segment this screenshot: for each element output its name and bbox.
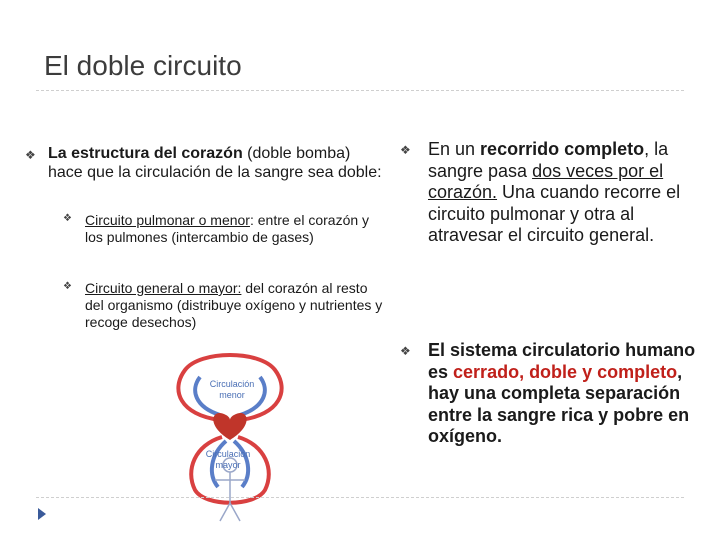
title-divider [36, 90, 684, 91]
intro-rest: (doble bomba) hace que la circulación de la sangre sea doble: [48, 145, 382, 182]
bullet-icon: ❖ [400, 143, 411, 157]
subitem-pulmonar-rest: : entre el corazón y los pulmones (intercambio de gases) [85, 212, 370, 245]
intro-bold: La estructura del corazón [48, 145, 243, 162]
p1-a: En un [428, 139, 481, 159]
p1-c: , la sangre pasa [428, 139, 669, 181]
bullet-icon: ❖ [63, 213, 72, 224]
circulation-diagram [160, 345, 300, 525]
p1-b: recorrido completo [480, 139, 645, 159]
p2-a: El sistema circulatorio humano es [428, 340, 696, 382]
next-slide-icon[interactable] [34, 506, 50, 522]
heart [213, 413, 246, 440]
subitem-pulmonar [85, 212, 385, 246]
subitem-general-lead: Circuito general o mayor: [85, 280, 242, 296]
right-paragraph-1 [428, 139, 688, 247]
label-menor-line2: menor [219, 390, 245, 400]
label-mayor-line1: Circulación [205, 449, 251, 459]
subitem-general-rest: del corazón al resto del organismo (distribuye oxígeno y nutrientes y recoge desechos) [85, 280, 383, 330]
bullet-icon: ❖ [63, 281, 72, 292]
subitem-general [85, 280, 390, 330]
slide-title: El doble circuito [44, 50, 242, 81]
bullet-icon: ❖ [25, 148, 36, 162]
p1-d: dos veces por el corazón. [428, 160, 664, 203]
p2-b: cerrado, doble y completo [453, 361, 678, 382]
label-mayor-line2: mayor [215, 460, 241, 470]
left-intro [48, 144, 383, 182]
right-paragraph-2 [428, 340, 698, 448]
p1-e: Una cuando recorre el circuito pulmonar y otra al atravesar el circuito general. [428, 182, 681, 246]
subitem-pulmonar-lead: Circuito pulmonar o menor [85, 212, 250, 228]
footer-divider [36, 497, 684, 498]
bullet-icon: ❖ [400, 344, 411, 358]
p2-c: , hay una completa separación entre la sangre rica y pobre en oxígeno. [428, 361, 690, 447]
label-menor-line1: Circulación [209, 379, 255, 389]
